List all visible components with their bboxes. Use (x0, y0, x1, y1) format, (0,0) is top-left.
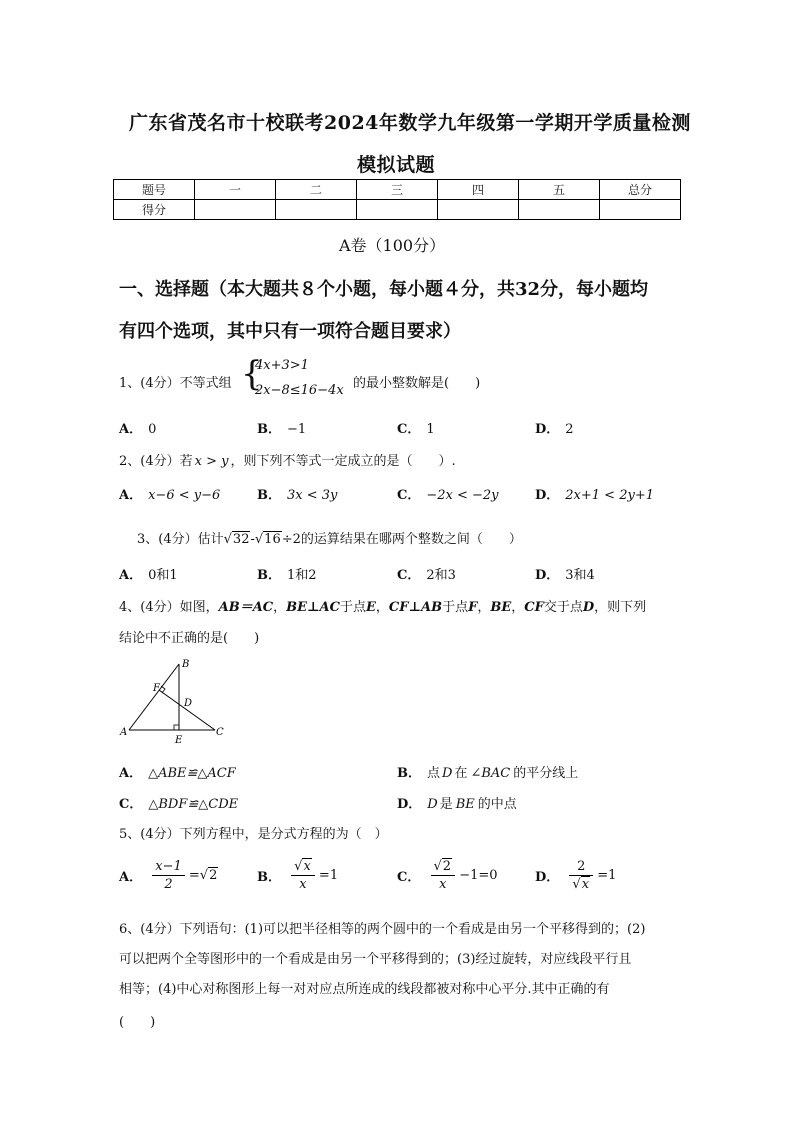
score-table-header: 四 (438, 180, 519, 200)
q1-inequality-1: 4x+3>1 (255, 358, 309, 373)
sqrt-sign-icon: √ (294, 859, 303, 874)
score-cell[interactable] (276, 200, 357, 220)
q4-option-a[interactable]: A． △ABE≌△ACF (119, 766, 236, 781)
sqrt-sign-icon: √ (572, 877, 581, 892)
score-table-header: 五 (519, 180, 600, 200)
score-cell[interactable] (357, 200, 438, 220)
question-4-line1: 4、(4分）如图，AB＝AC，BE⊥AC于点E，CF⊥AB于点F，BE，CF交于点D，则下列 (119, 600, 647, 615)
q5-option-b[interactable]: B． $\frac{√x}{x}$ =1 (257, 859, 339, 892)
q1-option-d[interactable]: D． 2 (535, 422, 574, 437)
q4-option-b[interactable]: B． 点 D 在 ∠BAC 的平分线上 (397, 766, 579, 781)
sqrt-sign-icon: √ (254, 532, 264, 547)
q2-option-b[interactable]: B． 3x < 3y (257, 488, 338, 503)
question-6-line2: 可以把两个全等图形中的一个看成是由另一个平移得到的；(3)经过旋转，对应线段平行且 (119, 952, 632, 967)
volume-heading: A卷（100分） (339, 236, 446, 255)
q3-option-d[interactable]: D． 3和4 (535, 568, 595, 583)
q1-option-b[interactable]: B． −1 (257, 422, 307, 437)
score-cell[interactable] (600, 200, 681, 220)
question-6-line4: ( ) (119, 1015, 156, 1030)
q5-option-d[interactable]: D． $\frac{2}{√x}$ =1 (535, 859, 617, 892)
score-table-header: 题号 (114, 180, 195, 200)
question-6-line1: 6、(4分）下列语句：(1)可以把半径相等的两个圆中的一个看成是由另一个平移得到的；(2) (119, 922, 646, 937)
score-cell[interactable] (195, 200, 276, 220)
point-label-e: E (175, 735, 183, 745)
score-table (113, 179, 681, 220)
score-row-label: 得分 (114, 200, 195, 220)
q5-option-a[interactable]: A． $\frac{x-1}{2}$ =√2 (119, 859, 218, 892)
q4-option-d[interactable]: D． D 是 BE 的中点 (397, 797, 517, 812)
q3-option-b[interactable]: B． 1和2 (257, 568, 317, 583)
point-label-b: B (182, 659, 190, 670)
score-table-header: 二 (276, 180, 357, 200)
page-title-line2: 模拟试题 (357, 154, 436, 176)
point-label-f: F (153, 683, 160, 694)
score-table-header-row (114, 180, 681, 200)
question-4-line2: 结论中不正确的是( ) (119, 631, 260, 646)
score-table-header: 总分 (600, 180, 681, 200)
score-table-header: 一 (195, 180, 276, 200)
question-1-prefix: 1、(4分）不等式组 (119, 376, 232, 391)
point-label-a: A (120, 727, 128, 738)
q1-option-a[interactable]: A． 0 (119, 422, 157, 437)
score-table-header: 三 (357, 180, 438, 200)
q3-option-c[interactable]: C． 2和3 (397, 568, 456, 583)
point-label-d: D (184, 698, 193, 709)
system-brace-icon: { (241, 354, 263, 394)
page-title-line1: 广东省茂名市十校联考2024年数学九年级第一学期开学质量检测 (129, 112, 691, 134)
triangle-figure (115, 655, 235, 745)
score-table-score-row (114, 200, 681, 220)
q1-option-c[interactable]: C． 1 (397, 422, 435, 437)
q2-option-c[interactable]: C． −2x < −2y (397, 488, 499, 503)
q2-option-d[interactable]: D． 2x+1 < 2y+1 (535, 488, 654, 503)
question-6-line3: 相等；(4)中心对称图形上每一对对应点所连成的线段都被对称中心平分.其中正确的有 (119, 982, 610, 997)
score-cell[interactable] (438, 200, 519, 220)
question-5: 5、(4分）下列方程中，是分式方程的为（ ） (119, 827, 388, 842)
section1-heading-line2: 有四个选项，其中只有一项符合题目要求） (119, 321, 461, 342)
score-cell[interactable] (519, 200, 600, 220)
question-1-suffix: 的最小整数解是( ) (353, 376, 481, 391)
point-label-c: C (216, 727, 224, 738)
sqrt-sign-icon: √ (199, 868, 209, 883)
section1-heading-line1: 一、选择题（本大题共８个小题，每小题４分，共32分，每小题均 (119, 279, 649, 300)
sqrt-sign-icon: √ (433, 859, 442, 874)
question-3: 3、(4分）估计√32-√16÷2的运算结果在哪两个整数之间（ ） (137, 532, 522, 547)
q2-option-a[interactable]: A． x−6 < y−6 (119, 488, 221, 503)
question-2: 2、(4分）若 x > y ，则下列不等式一定成立的是（ ）. (119, 454, 456, 469)
q5-option-c[interactable]: C． $\frac{√2}{x}$ −1=0 (397, 859, 498, 892)
q1-inequality-2: 2x−8≤16−4x (255, 383, 344, 398)
q3-option-a[interactable]: A． 0和1 (119, 568, 178, 583)
sqrt-sign-icon: √ (223, 532, 232, 547)
q4-option-c[interactable]: C． △BDF≌△CDE (119, 797, 239, 812)
